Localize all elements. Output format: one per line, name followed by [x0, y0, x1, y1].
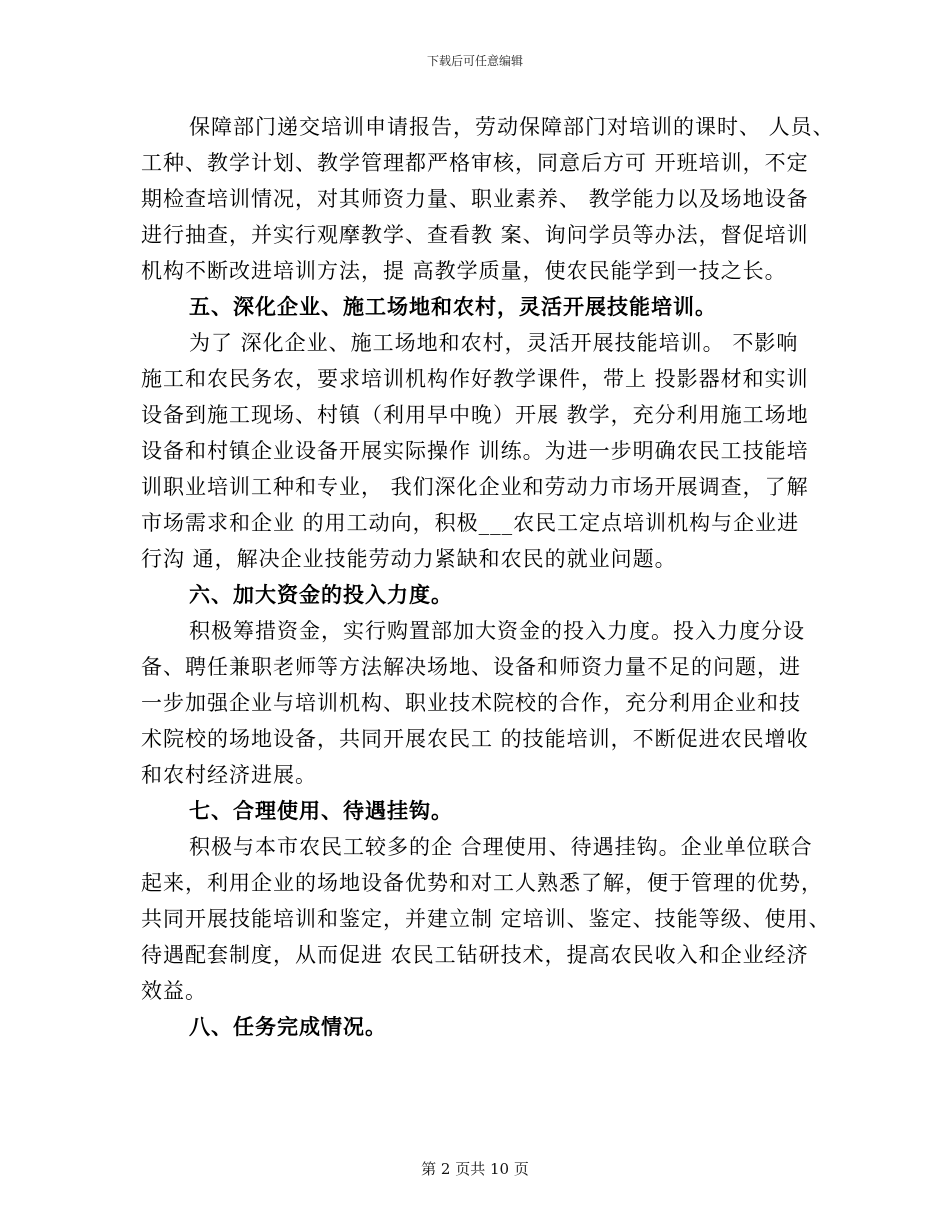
paragraph-line: 术院校的场地设备，共同开展农民工 的技能培训，不断促进农民增收	[141, 727, 809, 751]
paragraph-line: 积极与本市农民工较多的企 合理使用、待遇挂钩。企业单位联合	[189, 835, 813, 859]
paragraph-line: 待遇配套制度，从而促进 农民工钻研技术，提高农民收入和企业经济	[141, 943, 809, 967]
paragraph-line: 期检查培训情况，对其师资力量、职业素养、 教学能力以及场地设备	[141, 187, 809, 211]
paragraph-line: 训职业培训工种和专业， 我们深化企业和劳动力市场开展调查，了解	[141, 475, 809, 499]
page-footer: 第 2 页共 10 页	[421, 1160, 529, 1178]
paragraph-line: 设备到施工现场、村镇（利用早中晚）开展 教学，充分利用施工场地	[141, 403, 809, 427]
paragraph-line: 备、聘任兼职老师等方法解决场地、设备和师资力量不足的问题，进	[141, 655, 801, 679]
paragraph-line: 为了 深化企业、施工场地和农村，灵活开展技能培训。 不影响	[189, 331, 799, 355]
paragraph-line: 行沟 通，解决企业技能劳动力紧缺和农民的就业问题。	[141, 547, 677, 571]
paragraph-line: 积极筹措资金，实行购置部加大资金的投入力度。投入力度分设	[189, 619, 805, 643]
paragraph-line: 共同开展技能培训和鉴定，并建立制 定培训、鉴定、技能等级、使用、	[141, 907, 831, 931]
section-heading: 五、深化企业、施工场地和农村，灵活开展技能培训。	[189, 294, 717, 319]
paragraph-line: 进行抽查，并实行观摩教学、查看教 案、询问学员等办法，督促培训	[141, 223, 809, 247]
paragraph-line: 和农村经济进展。	[141, 763, 317, 787]
paragraph-line: 一步加强企业与培训机构、职业技术院校的合作，充分利用企业和技	[141, 691, 801, 715]
page-header: 下载后可任意编辑	[426, 54, 523, 68]
paragraph-line: 效益。	[141, 979, 207, 1003]
paragraph-line: 市场需求和企业 的用工动向，积极___农民工定点培训机构与企业进	[141, 511, 800, 535]
paragraph-line: 保障部门递交培训申请报告，劳动保障部门对培训的课时、 人员、	[189, 115, 835, 139]
paragraph-line: 设备和村镇企业设备开展实际操作 训练。为进一步明确农民工技能培	[141, 439, 809, 463]
paragraph-line: 起来，利用企业的场地设备优势和对工人熟悉了解，便于管理的优势，	[141, 871, 823, 895]
section-heading: 六、加大资金的投入力度。	[189, 582, 453, 607]
section-heading: 七、合理使用、待遇挂钩。	[189, 798, 453, 823]
document-body	[141, 112, 835, 1048]
section-heading: 八、任务完成情况。	[189, 1014, 387, 1039]
paragraph-line: 施工和农民务农，要求培训机构作好教学课件，带上 投影器材和实训	[141, 367, 809, 391]
paragraph-line: 工种、教学计划、教学管理都严格审核，同意后方可 开班培训，不定	[141, 151, 809, 175]
paragraph-line: 机构不断改进培训方法，提 高教学质量，使农民能学到一技之长。	[141, 259, 787, 283]
